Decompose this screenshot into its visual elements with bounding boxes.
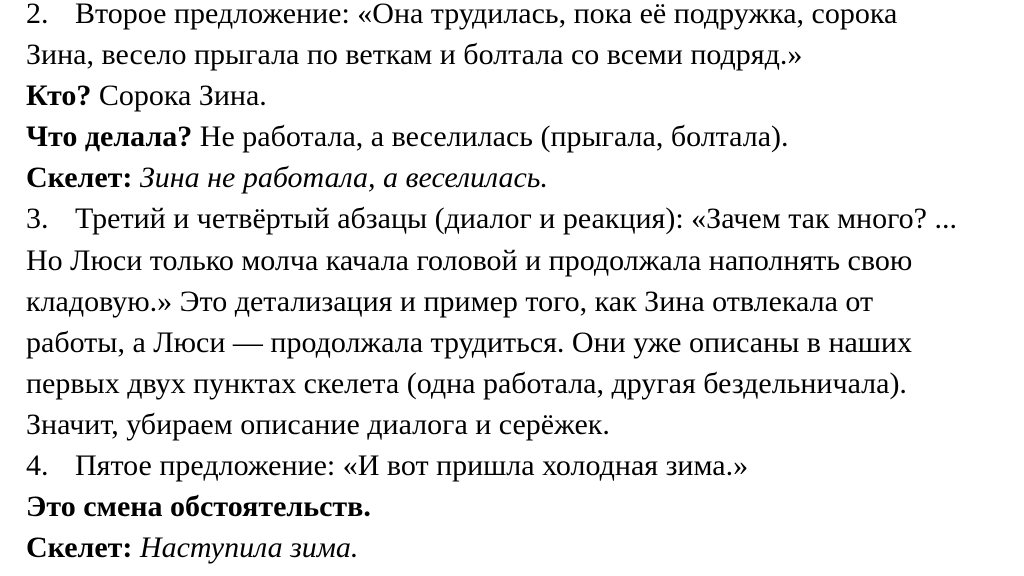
list-number: 3. [26, 202, 49, 236]
text-segment: Зина, весело прыгала по веткам и болтала со всеми подряд.» [26, 38, 803, 72]
skeleton-sentence: Зина не работала, а веселилась. [132, 161, 548, 195]
list-number: 2. [26, 0, 49, 30]
skeleton-label: Скелет: [26, 161, 133, 195]
question-label: Что делала? [26, 120, 193, 154]
text-line [26, 281, 1008, 322]
text-line [26, 116, 1008, 157]
text-line [26, 0, 1008, 34]
text-line [26, 404, 1008, 445]
list-number: 4. [26, 449, 49, 483]
text-line [26, 322, 1008, 363]
skeleton-label: Скелет: [26, 531, 133, 565]
text-segment: Значит, убираем описание диалога и серёжек. [26, 407, 610, 441]
text-line [26, 527, 1008, 568]
text-line [26, 363, 1008, 404]
text-line [26, 445, 1008, 486]
text-segment: первых двух пунктах скелета (одна работала, другая бездельничала). [26, 366, 907, 400]
text-line [26, 240, 1008, 281]
skeleton-sentence: Наступила зима. [132, 531, 359, 565]
text-segment: Третий и четвёртый абзацы (диалог и реакция): «Зачем так много? ... [75, 202, 957, 236]
question-label: Кто? [26, 79, 92, 113]
text-segment: Второе предложение: «Она трудилась, пока её подружка, сорока [75, 0, 898, 30]
emphasis-sentence: Это смена обстоятельств. [26, 490, 371, 524]
text-line [26, 75, 1008, 116]
text-line [26, 486, 1008, 527]
text-segment: кладовую.» Это детализация и пример того, как Зина отвлекала от [26, 284, 874, 318]
text-line [26, 34, 1008, 75]
text-segment: Сорока Зина. [91, 79, 267, 113]
text-segment: Но Люси только молча качала головой и продолжала наполнять свою [26, 243, 913, 277]
text-segment: Не работала, а веселилась (прыгала, болтала). [192, 120, 789, 154]
text-segment: Пятое предложение: «И вот пришла холодная зима.» [75, 449, 749, 483]
text-line [26, 157, 1008, 198]
text-line [26, 198, 1008, 239]
text-segment: работы, а Люси — продолжала трудиться. Они уже описаны в наших [26, 325, 912, 359]
